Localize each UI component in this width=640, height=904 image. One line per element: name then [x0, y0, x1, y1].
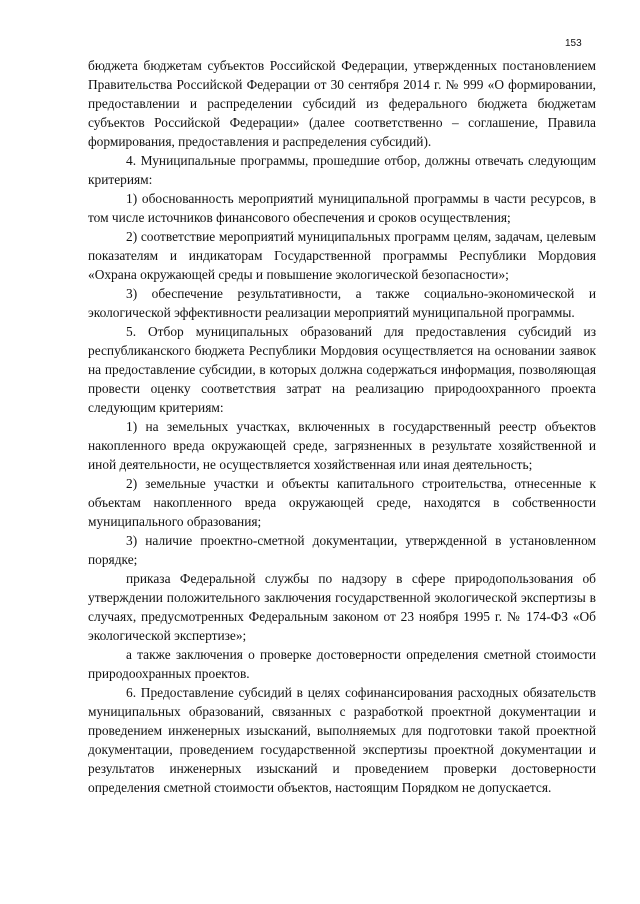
paragraph: 1) обоснованность мероприятий муниципальной программы в части ресурсов, в том числе источников финансового обеспечения и сроков осуществления; — [88, 191, 596, 225]
paragraph: а также заключения о проверке достоверности определения сметной стоимости природоохранных проектов. — [88, 647, 596, 681]
paragraph: 4. Муниципальные программы, прошедшие отбор, должны отвечать следующим критериям: — [88, 153, 596, 187]
document-body — [88, 56, 596, 797]
paragraph: 3) наличие проектно-сметной документации, утвержденной в установленном порядке; — [88, 533, 596, 567]
page-number: 153 — [565, 38, 582, 49]
paragraph: 1) на земельных участках, включенных в государственный реестр объектов накопленного вреда окружающей среде, загрязненных в результате хозяйственной и иной деятельности, не осуществляется хозяйственная или иная деятельность; — [88, 419, 596, 472]
paragraph: приказа Федеральной службы по надзору в сфере природопользования об утверждении положительного заключения государственной экологической экспертизы в случаях, предусмотренных Федеральным законом от 23 ноября 1995 г. № 174-ФЗ «Об экологической экспертизе»; — [88, 571, 596, 643]
paragraph: 2) соответствие мероприятий муниципальных программ целям, задачам, целевым показателям и индикаторам Государственной программы Республики Мордовия «Охрана окружающей среды и повышение экологической безопасности»; — [88, 229, 596, 282]
paragraph: бюджета бюджетам субъектов Российской Федерации, утвержденных постановлением Правительства Российской Федерации от 30 сентября 2014 г. № 999 «О формировании, предоставлении и распределении субсидий из федерального бюджета бюджетам субъектов Российской Федерации» (далее соответственно – соглашение, Правила формирования, предоставления и распределения субсидий). — [88, 58, 596, 149]
paragraph: 3) обеспечение результативности, а также социально-экономической и экологической эффективности реализации мероприятий муниципальной программы. — [88, 286, 596, 320]
paragraph: 5. Отбор муниципальных образований для предоставления субсидий из республиканского бюджета Республики Мордовия осуществляется на основании заявок на предоставление субсидии, в которых должна содержаться информация, позволяющая провести оценку соответствия затрат на реализацию природоохранного проекта следующим критериям: — [88, 324, 596, 415]
paragraph: 2) земельные участки и объекты капитального строительства, отнесенные к объектам накопленного вреда окружающей среде, находятся в собственности муниципального образования; — [88, 476, 596, 529]
paragraph: 6. Предоставление субсидий в целях софинансирования расходных обязательств муниципальных образований, связанных с разработкой проектной документации и проведением инженерных изысканий, выполняемых для подготовки такой проектной документации, проведением государственной экспертизы проектной документации и результатов инженерных изысканий и проведением проверки достоверности определения сметной стоимости объектов, настоящим Порядком не допускается. — [88, 685, 596, 795]
